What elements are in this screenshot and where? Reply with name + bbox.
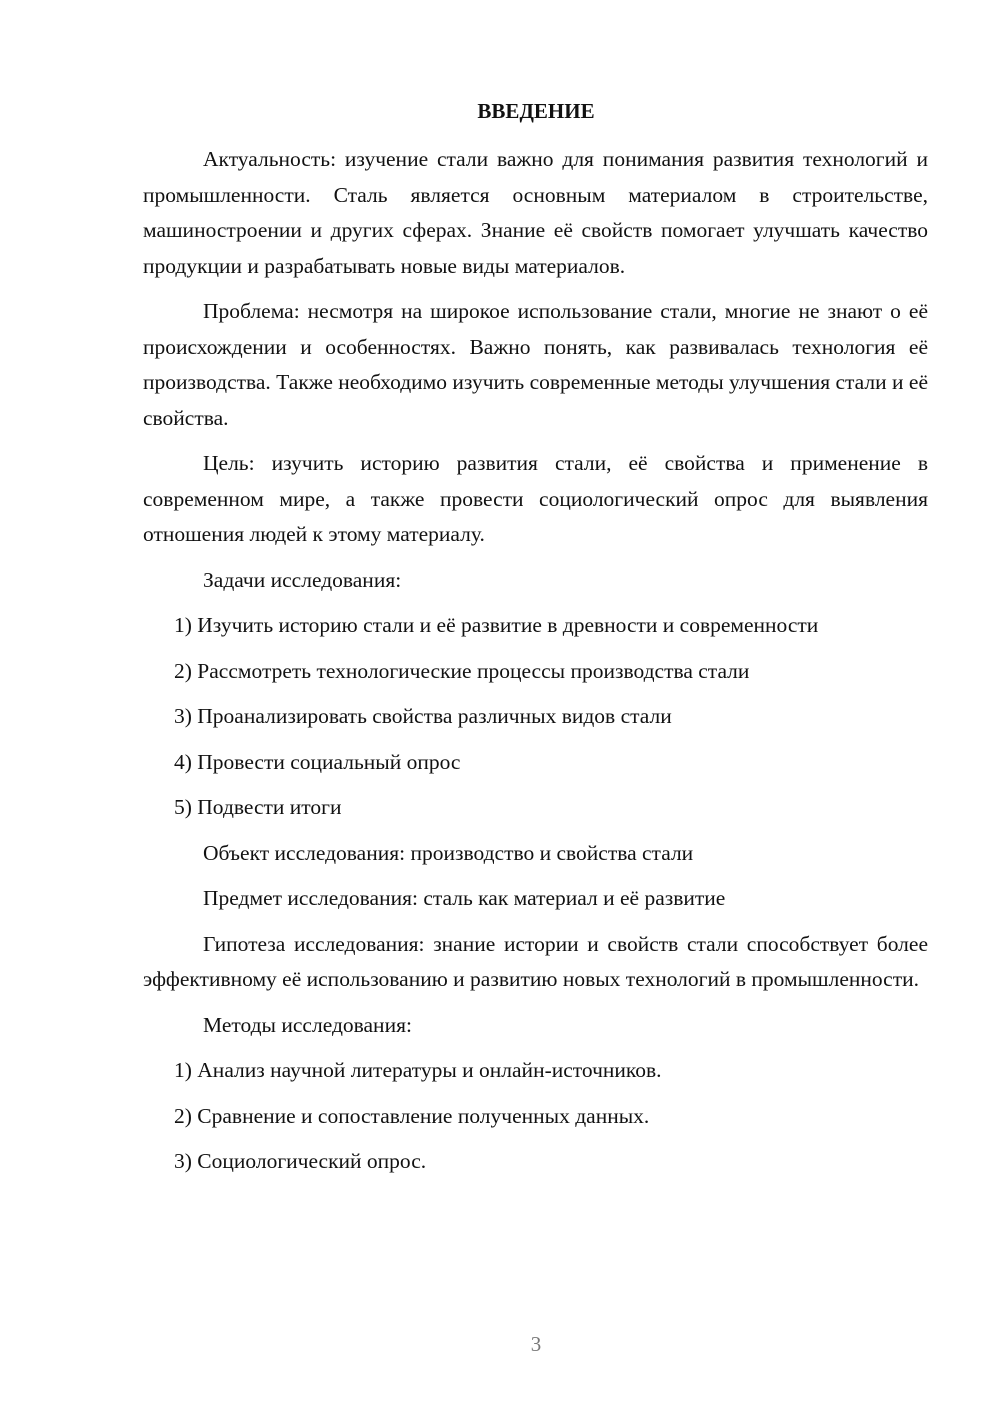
method-item-2: 2) Сравнение и сопоставление полученных данных.: [174, 1103, 650, 1128]
research-subject: Предмет исследования: сталь как материал и её развитие: [203, 886, 726, 910]
task-item-1: 1) Изучить историю стали и её развитие в древности и современности: [174, 613, 819, 637]
task-item-2: 2) Рассмотреть технологические процессы производства стали: [174, 658, 750, 683]
method-item-1: 1) Анализ научной литературы и онлайн-источников.: [174, 1058, 662, 1082]
task-item-3: 3) Проанализировать свойства различных видов стали: [174, 704, 672, 728]
tasks-heading: Задачи исследования:: [203, 567, 402, 592]
methods-heading: Методы исследования:: [203, 1012, 412, 1037]
task-item-5: 5) Подвести итоги: [174, 795, 342, 819]
page-body: [143, 142, 928, 1190]
page-number: 3: [530, 1332, 542, 1356]
method-item-3: 3) Социологический опрос.: [174, 1149, 427, 1173]
page-title: ВВЕДЕНИЕ: [477, 99, 595, 123]
problem-paragraph: Проблема: несмотря на широкое использование стали, многие не знают о её происхождении и особенностях. Важно понять, как развивалась технология её производства. Также необходимо изучить современные методы улучшения стали и её свойства.: [143, 299, 928, 430]
goal-paragraph: Цель: изучить историю развития стали, её свойства и применение в современном мире, а также провести социологический опрос для выявления отношения людей к этому материалу.: [143, 451, 928, 546]
relevance-paragraph: Актуальность: изучение стали важно для понимания развития технологий и промышленности. Сталь является основным материалом в строительстве, машиностроении и других сферах. Знание её свойств помогает улучшать качество продукции и разрабатывать новые виды материалов.: [143, 147, 928, 278]
task-item-4: 4) Провести социальный опрос: [174, 749, 461, 774]
hypothesis-paragraph: Гипотеза исследования: знание истории и свойств стали способствует более эффективному её использованию и развитию новых технологий в промышленности.: [143, 931, 928, 991]
research-object: Объект исследования: производство и свойства стали: [203, 840, 694, 865]
